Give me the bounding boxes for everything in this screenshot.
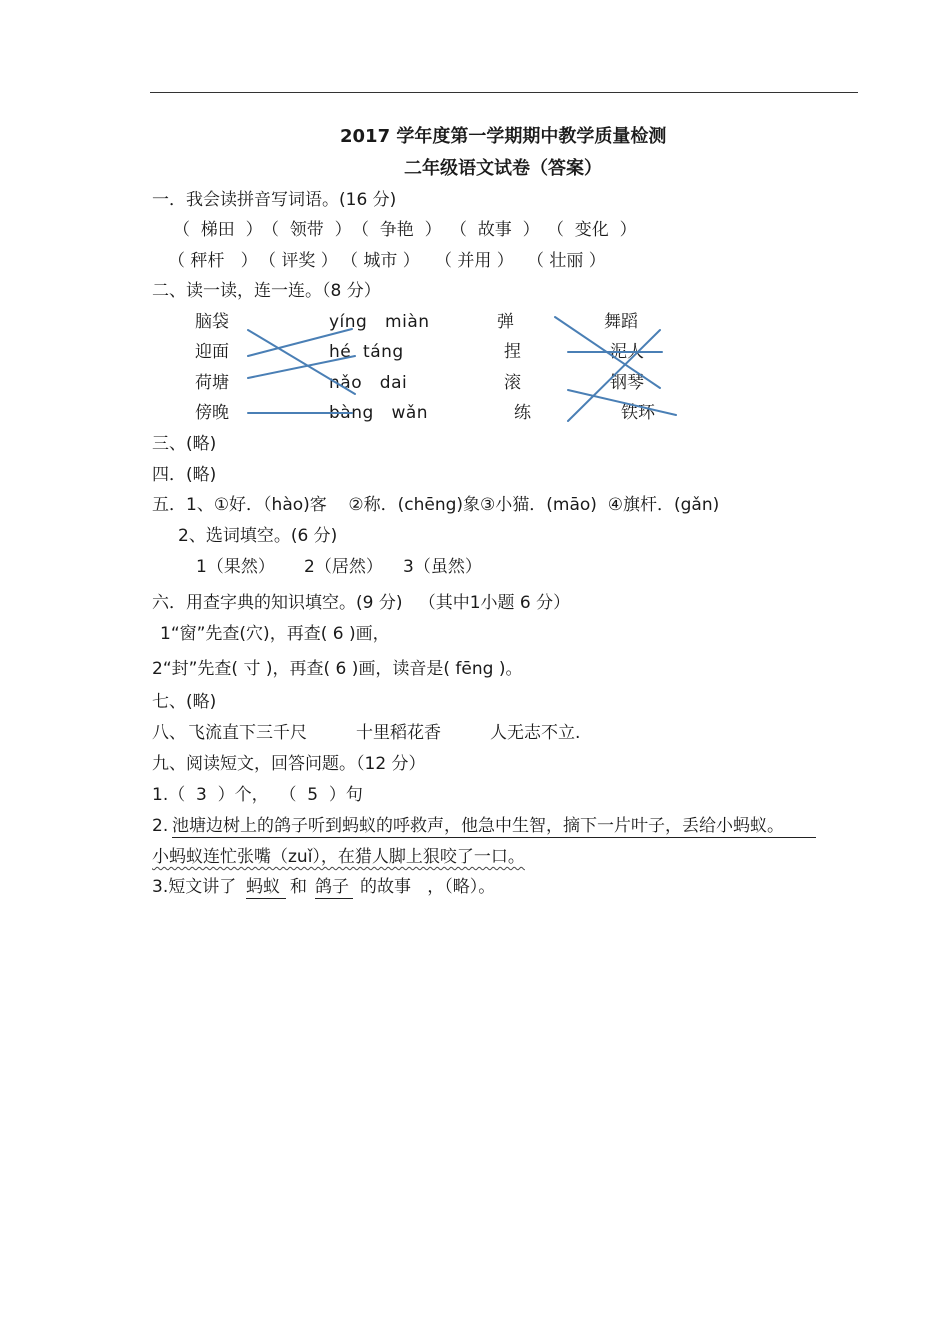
right-char: 练 (514, 403, 531, 423)
right-word: 铁环 (621, 403, 655, 423)
match-line (248, 329, 352, 356)
section-9-q3-answer-b: 鸽子 (315, 876, 353, 899)
section-9-heading: 九、阅读短文，回答问题。（12 分） (152, 754, 426, 774)
page-subtitle: 二年级语文试卷（答案） (404, 158, 602, 179)
match-line (568, 390, 676, 415)
section-5-line-2: 2、选词填空。(6 分) (178, 526, 338, 546)
section-9-q1: 1.（ 3 ）个， （ 5 ）句 (152, 785, 363, 805)
poem-answer: 人无志不立. (490, 723, 581, 743)
right-char: 弹 (497, 312, 514, 332)
section-6-line-1: 1“窗”先查(穴)，再查( 6 )画， (160, 624, 390, 644)
answer-cell: （ 并用 ） (435, 251, 514, 271)
section-8-label: 八、 (152, 723, 186, 743)
section-9-q3-answer-a: 蚂蚁 (246, 876, 286, 899)
section-6-heading: 六．用查字典的知识填空。(9 分) （其中1小题 6 分） (152, 593, 571, 613)
right-char: 捏 (504, 342, 521, 362)
choice-answer: 2（居然） (304, 557, 383, 577)
section-4: 四．(略) (152, 465, 217, 485)
poem-answer: 十里稻花香 (356, 723, 441, 743)
choice-answer: 1（果然） (196, 557, 275, 577)
section-9-q3-suffix: 的故事 ，（略）。 (360, 877, 496, 897)
left-word: 荷塘 (195, 373, 229, 393)
answer-cell: （ 梯田 ） (173, 220, 263, 240)
left-word: 迎面 (195, 342, 229, 362)
section-9-q2-line-2: 小蚂蚁连忙张嘴（zuǐ），在猎人脚上狠咬了一口。 (152, 847, 525, 867)
answer-cell: （ 壮丽 ） (527, 251, 606, 271)
answer-cell: （ 变化 ） (547, 220, 637, 240)
section-9-q3-prefix: 3.短文讲了 (152, 877, 237, 897)
left-pinyin: yíng miàn (329, 312, 430, 332)
match-line (248, 356, 355, 378)
right-word: 泥人 (610, 342, 644, 362)
section-9-q2-line-1: 池塘边树上的鸽子听到蚂蚁的呼救声，他急中生智，摘下一片叶子，丢给小蚂蚁。 (172, 815, 816, 838)
match-line (248, 330, 355, 394)
section-6-line-2: 2“封”先查( 寸 )，再查( 6 )画，读音是( fēng )。 (152, 659, 523, 679)
answer-cell: （ 领带 ） (262, 220, 352, 240)
right-word: 舞蹈 (604, 312, 638, 332)
poem-answer: 飞流直下三千尺 (188, 723, 307, 743)
page-title: 2017 学年度第一学期期中教学质量检测 (340, 126, 667, 147)
answer-cell: （ 故事 ） (450, 220, 540, 240)
left-word: 傍晚 (195, 403, 229, 423)
left-word: 脑袋 (195, 312, 229, 332)
right-char: 滚 (504, 373, 521, 393)
section-2-heading: 二、读一读，连一连。（8 分） (152, 281, 381, 301)
choice-answer: 3（虽然） (403, 557, 482, 577)
answer-cell: （ 城市 ） (341, 251, 420, 271)
section-9-q2-prefix: 2. (152, 816, 169, 836)
answer-cell: （ 争艳 ） (352, 220, 442, 240)
answer-cell: （ 评奖 ） (259, 251, 338, 271)
left-pinyin: nǎo dai (329, 373, 408, 393)
section-7: 七、(略) (152, 692, 217, 712)
section-5-line-1: 五．1、①好．（hào)客 ②称．(chēng)象③小猫．(māo) ④旗杆．(gǎn) (152, 495, 720, 515)
section-1-heading: 一．我会读拼音写词语。(16 分) (152, 190, 397, 210)
left-pinyin: bàng wǎn (329, 403, 429, 423)
left-pinyin: hé táng (329, 342, 404, 362)
section-9-q3-and: 和 (290, 877, 307, 897)
section-3: 三、(略) (152, 434, 217, 454)
answer-cell: （ 秤杆 ） (168, 251, 258, 271)
right-word: 钢琴 (610, 373, 644, 393)
